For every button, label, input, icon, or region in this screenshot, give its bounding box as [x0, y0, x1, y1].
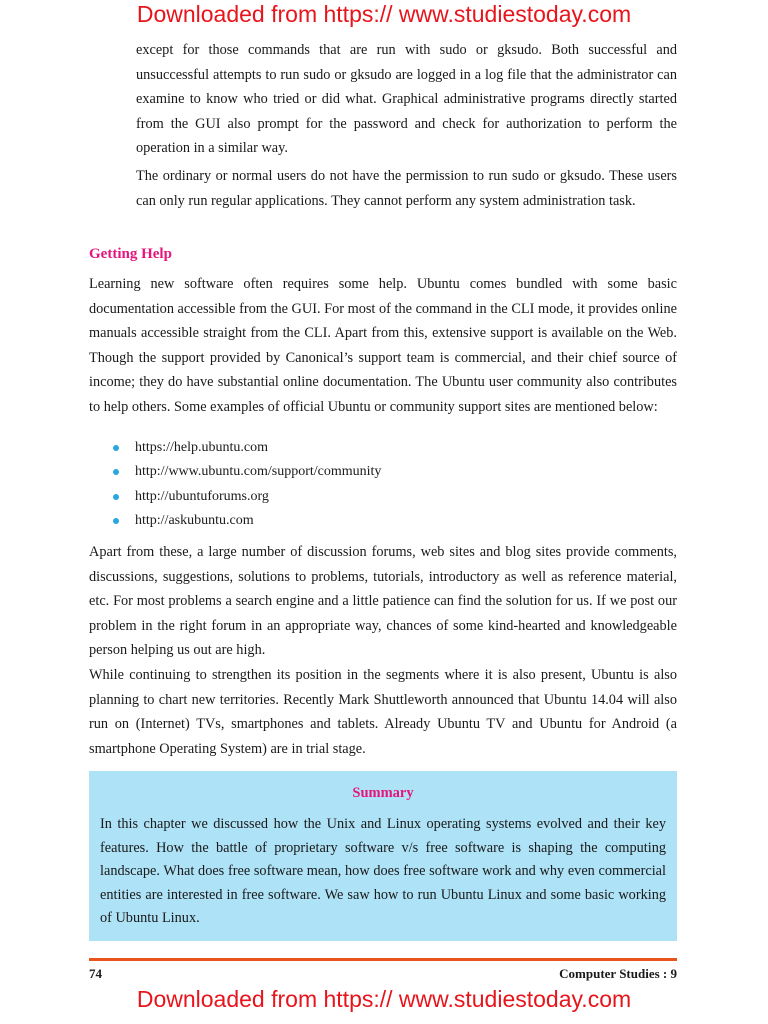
- paragraph-forums: Apart from these, a large number of discussion forums, web sites and blog sites provide comments, discussions, suggestions, solutions to problems, tutorials, introductory as well as reference material, etc. For most problems a search engine and a little patience can find the solution for us. If we post our problem in the right forum in an appropriate way, chances of some kind-hearted and knowledgeable person helping us out are high.: [89, 544, 677, 658]
- list-item: [113, 460, 381, 484]
- list-item: [113, 509, 381, 533]
- paragraph-new-territories: While continuing to strengthen its position in the segments where it is also present, Ubuntu is also planning to chart new territories. Recently Mark Shuttleworth announced that Ubuntu 14.04 will also run on (Internet) TVs, smartphones and tablets. Already Ubuntu TV and Ubuntu for Android (a smartphone Operating System) are in trial stage.: [89, 667, 677, 757]
- bullet-icon: [113, 445, 119, 451]
- support-link[interactable]: http://askubuntu.com: [135, 512, 254, 528]
- support-link[interactable]: http://www.ubuntu.com/support/community: [135, 464, 382, 480]
- watermark-top: Downloaded from https:// www.studiestoday.com: [136, 1, 632, 27]
- paragraph-sudo-logging: except for those commands that are run with sudo or gksudo. Both successful and unsuccessful attempts to run sudo or gksudo are logged in a log file that the administrator can examine to know who tried or did what. Graphical administrative programs directly started from the GUI also prompt for the password and check for authorization to perform the operation in a similar way.: [136, 42, 677, 156]
- book-title: Computer Studies : 9: [559, 966, 677, 981]
- list-item: [113, 436, 381, 460]
- bullet-icon: [113, 494, 119, 500]
- bullet-icon: [113, 518, 119, 524]
- summary-title: Summary: [352, 785, 414, 801]
- summary-text: In this chapter we discussed how the Unix and Linux operating systems evolved and their key features. How the battle of proprietary software v/s free software is shaping the computing landscape. What does free software mean, how does free software work and why even commercial entities are interested in free software. We saw how to run Ubuntu Linux and some basic working of Ubuntu Linux.: [100, 816, 666, 926]
- list-item: [113, 485, 381, 509]
- footer-divider: [89, 958, 677, 961]
- page-number: 74: [89, 966, 102, 981]
- watermark-bottom: Downloaded from https:// www.studiestoday.com: [136, 986, 632, 1012]
- section-heading-getting-help: Getting Help: [89, 246, 172, 262]
- paragraph-getting-help: Learning new software often requires some help. Ubuntu comes bundled with some basic documentation accessible from the GUI. For most of the command in the CLI mode, it provides online manuals accessible straight from the CLI. Apart from this, extensive support is available on the Web. Though the support provided by Canonical’s support team is commercial, and their chief source of income; they do have substantial online documentation. The Ubuntu user community also contributes to help others. Some examples of official Ubuntu or community support sites are mentioned below:: [89, 276, 677, 415]
- summary-box: [89, 771, 677, 941]
- support-link[interactable]: https://help.ubuntu.com: [135, 440, 268, 455]
- bullet-icon: [113, 469, 119, 475]
- support-link[interactable]: http://ubuntuforums.org: [135, 488, 269, 504]
- support-links-list: [113, 436, 381, 533]
- paragraph-normal-users: The ordinary or normal users do not have the permission to run sudo or gksudo. These users can only run regular applications. They cannot perform any system administration task.: [136, 168, 677, 209]
